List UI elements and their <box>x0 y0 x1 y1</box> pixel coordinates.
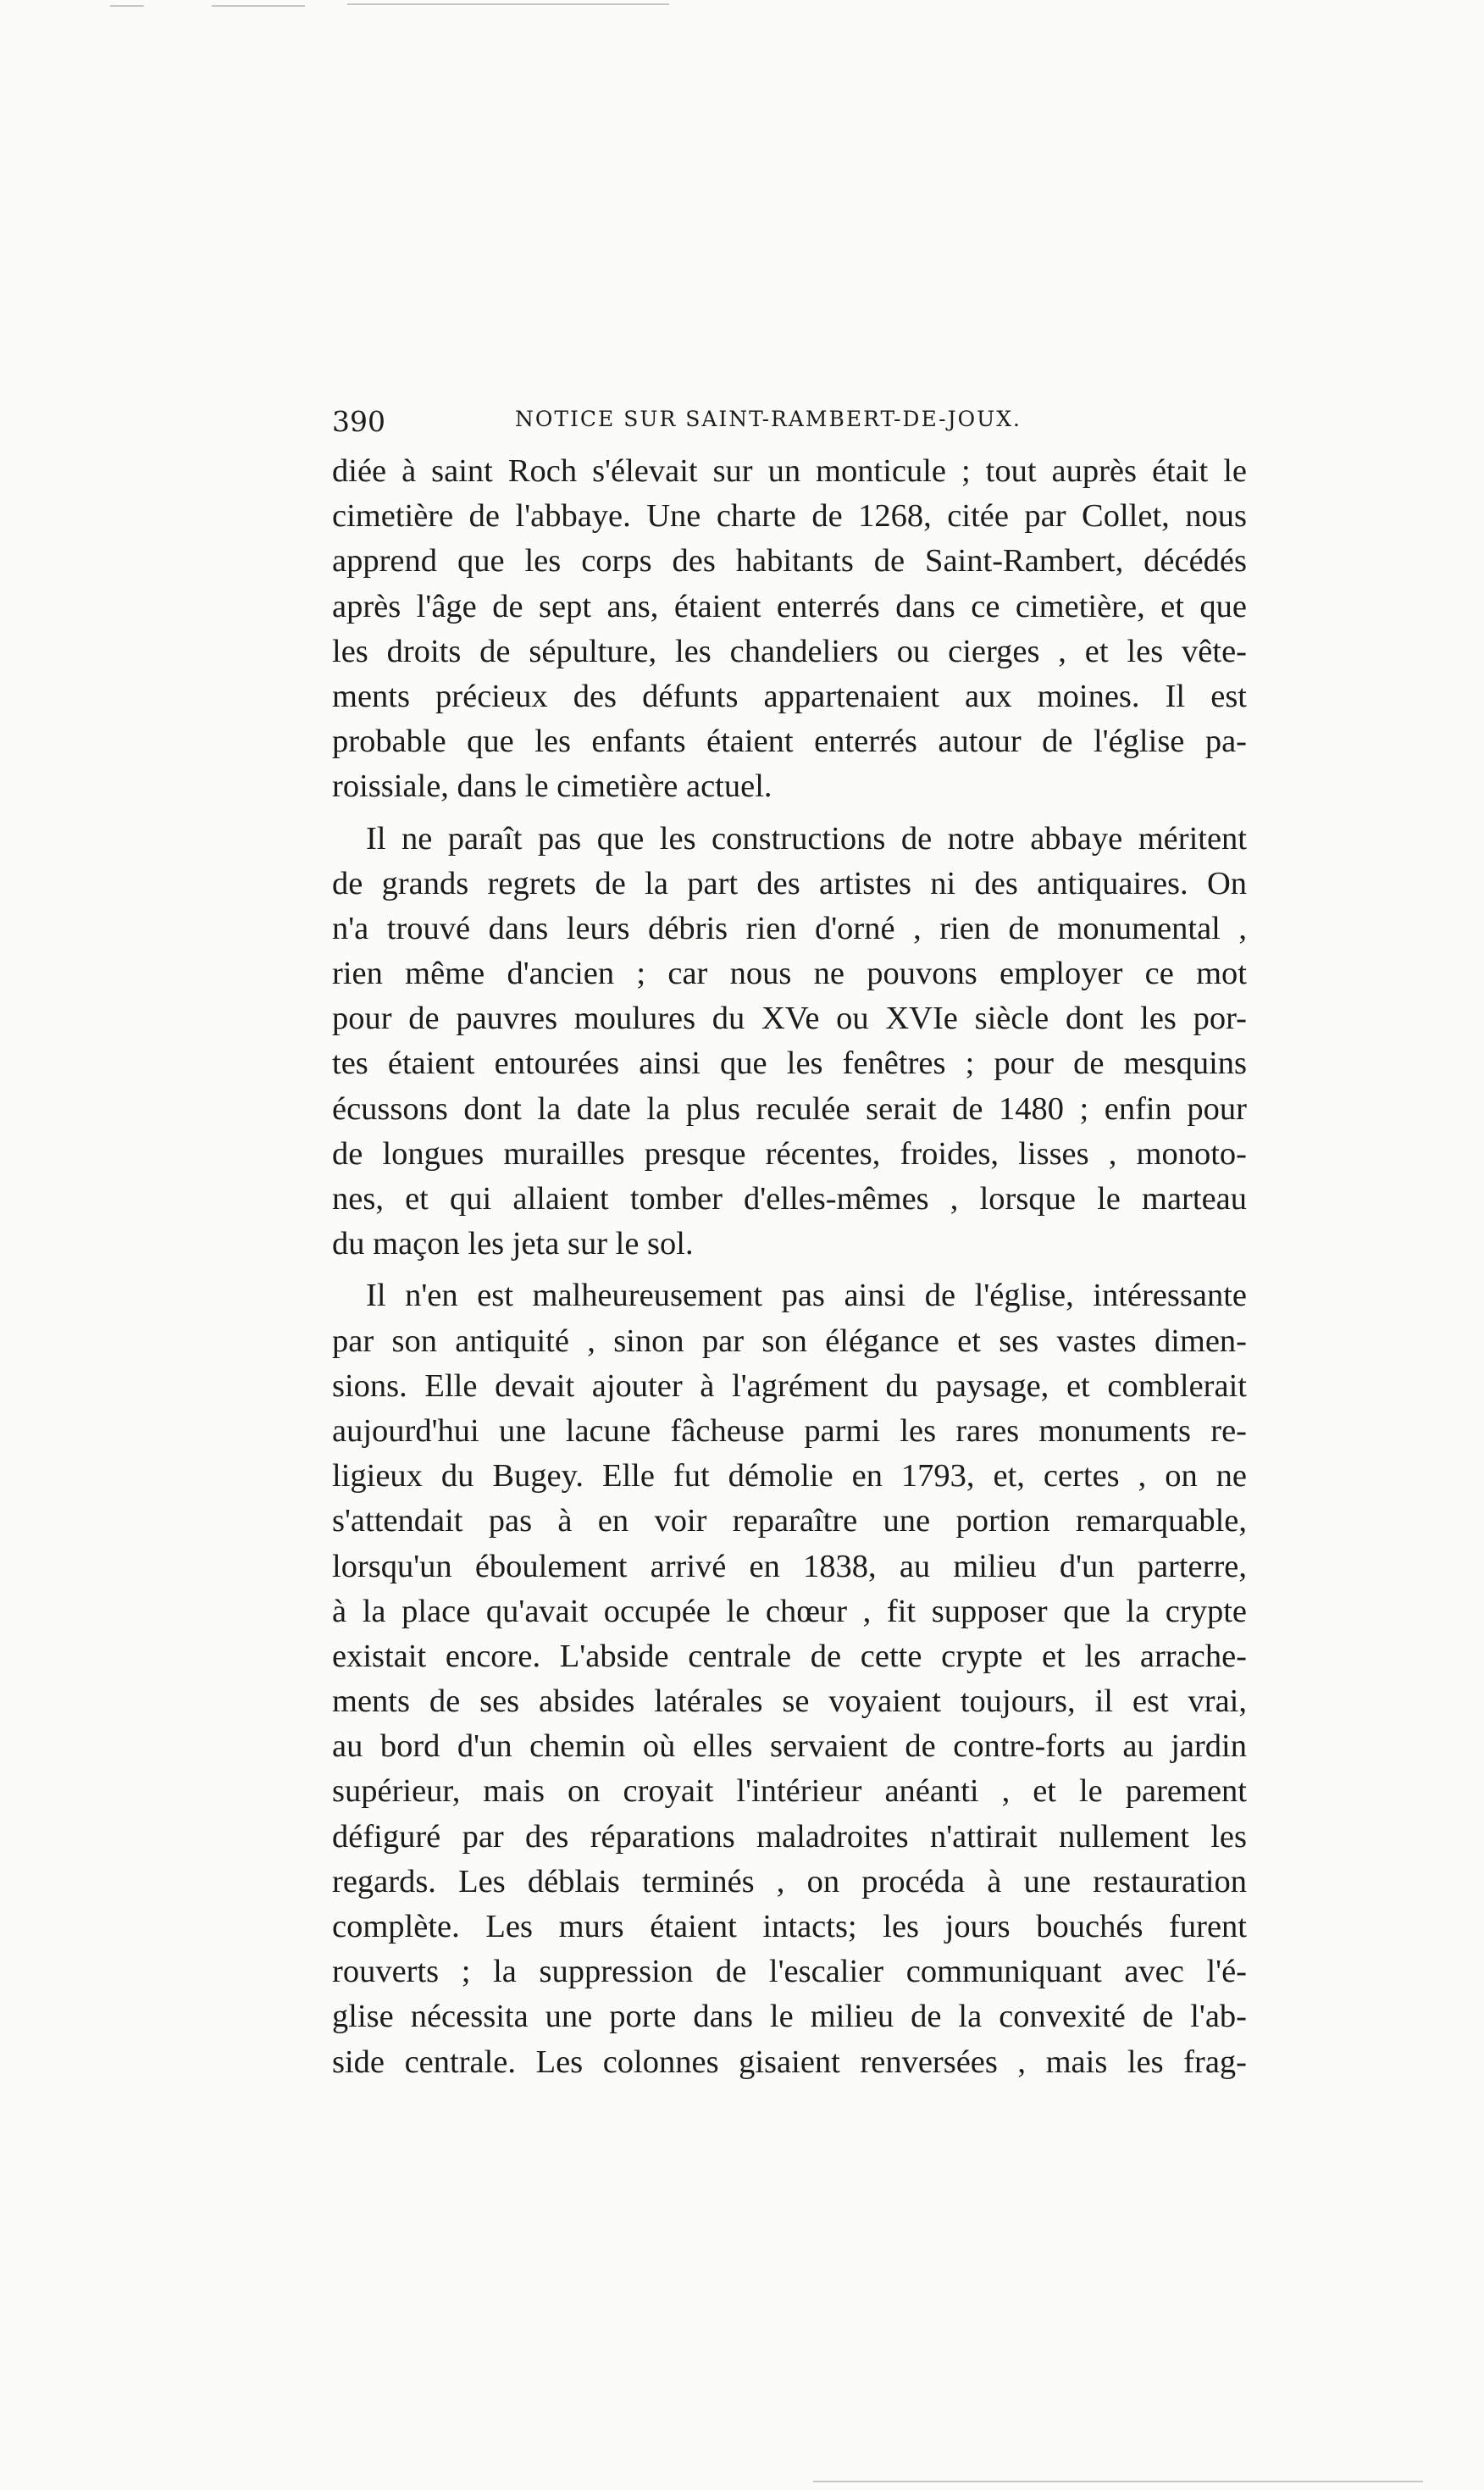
text-line: complète. Les murs étaient intacts; les jours bouchés furent <box>332 1909 1247 1944</box>
text-line: ligieux du Bugey. Elle fut démolie en 1793, et, certes , on ne <box>332 1458 1247 1495</box>
text-line: cimetière de l'abbaye. Une charte de 1268, citée par Collet, nous <box>332 498 1247 535</box>
text-line: diée à saint Roch s'élevait sur un monticule ; tout auprès était le <box>332 453 1247 489</box>
text-line: s'attendait pas à en voir reparaître une portion remarquable, <box>332 1503 1247 1539</box>
text-line: après l'âge de sept ans, étaient enterrés dans ce cimetière, et que <box>332 588 1247 624</box>
text-line: sions. Elle devait ajouter à l'agrément du paysage, et comblerait <box>332 1367 1247 1404</box>
text-line: side centrale. Les colonnes gisaient renversées , mais les frag- <box>332 2044 1247 2080</box>
body-text <box>332 449 1247 2085</box>
text-line: au bord d'un chemin où elles servaient de contre-forts au jardin <box>332 1728 1247 1765</box>
text-line: les droits de sépulture, les chandeliers ou cierges , et les vête- <box>332 633 1247 669</box>
text-line: supérieur, mais on croyait l'intérieur anéanti , et le parement <box>332 1773 1247 1810</box>
text-line: par son antiquité , sinon par son élégance et ses vastes dimen- <box>332 1323 1247 1359</box>
scan-edge-mark <box>813 2481 1423 2482</box>
text-line: écussons dont la date la plus reculée serait de 1480 ; enfin pour <box>332 1090 1247 1127</box>
text-line: ments de ses absides latérales se voyaient toujours, il est vrai, <box>332 1683 1247 1720</box>
scan-edge-mark <box>110 5 144 7</box>
text-line: de grands regrets de la part des artistes ni des antiquaires. On <box>332 865 1247 901</box>
text-line: glise nécessita une porte dans le milieu de la convexité de l'ab- <box>332 1999 1247 2035</box>
text-line: lorsqu'un éboulement arrivé en 1838, au milieu d'un parterre, <box>332 1548 1247 1584</box>
text-line: roissiale, dans le cimetière actuel. <box>332 768 772 805</box>
scan-edge-mark <box>212 5 305 7</box>
text-line: probable que les enfants étaient enterrés autour de l'église pa- <box>332 724 1247 760</box>
text-line: à la place qu'avait occupée le chœur , fit supposer que la crypte <box>332 1593 1247 1629</box>
text-line: regards. Les déblais terminés , on procéda à une restauration <box>332 1863 1247 1899</box>
paragraph-1 <box>332 449 1247 810</box>
text-line: Il ne paraît pas que les constructions de notre abbaye méritent <box>366 820 1247 857</box>
text-line: du maçon les jeta sur le sol. <box>332 1226 694 1262</box>
text-line: rouverts ; la suppression de l'escalier communiquant avec l'é- <box>332 1954 1247 1990</box>
scan-edge-mark <box>347 3 669 5</box>
text-line: de longues murailles presque récentes, froides, lisses , monoto- <box>332 1135 1247 1172</box>
page-number: 390 <box>332 405 385 438</box>
running-title: NOTICE SUR SAINT-RAMBERT-DE-JOUX. <box>515 407 1022 431</box>
text-line: existait encore. L'abside centrale de cette crypte et les arrache- <box>332 1638 1247 1674</box>
text-line: pour de pauvres moulures du XVe ou XVIe siècle dont les por- <box>332 1001 1247 1037</box>
text-line: n'a trouvé dans leurs débris rien d'orné , rien de monumental , <box>332 910 1247 946</box>
paragraph-3 <box>332 1273 1247 2084</box>
text-line: nes, et qui allaient tomber d'elles-mêmes , lorsque le marteau <box>332 1181 1247 1217</box>
text-line: défiguré par des réparations maladroites n'attirait nullement les <box>332 1818 1247 1855</box>
text-line: aujourd'hui une lacune fâcheuse parmi les rares monuments re- <box>332 1412 1247 1449</box>
paragraph-2 <box>332 817 1247 1267</box>
text-line: ments précieux des défunts appartenaient aux moines. Il est <box>332 678 1247 714</box>
page-header <box>332 405 1247 439</box>
text-line: tes étaient entourées ainsi que les fenêtres ; pour de mesquins <box>332 1045 1247 1082</box>
text-line: Il n'en est malheureusement pas ainsi de l'église, intéressante <box>366 1278 1247 1314</box>
text-line: rien même d'ancien ; car nous ne pouvons employer ce mot <box>332 956 1247 992</box>
text-line: apprend que les corps des habitants de Saint-Rambert, décédés <box>332 543 1247 580</box>
